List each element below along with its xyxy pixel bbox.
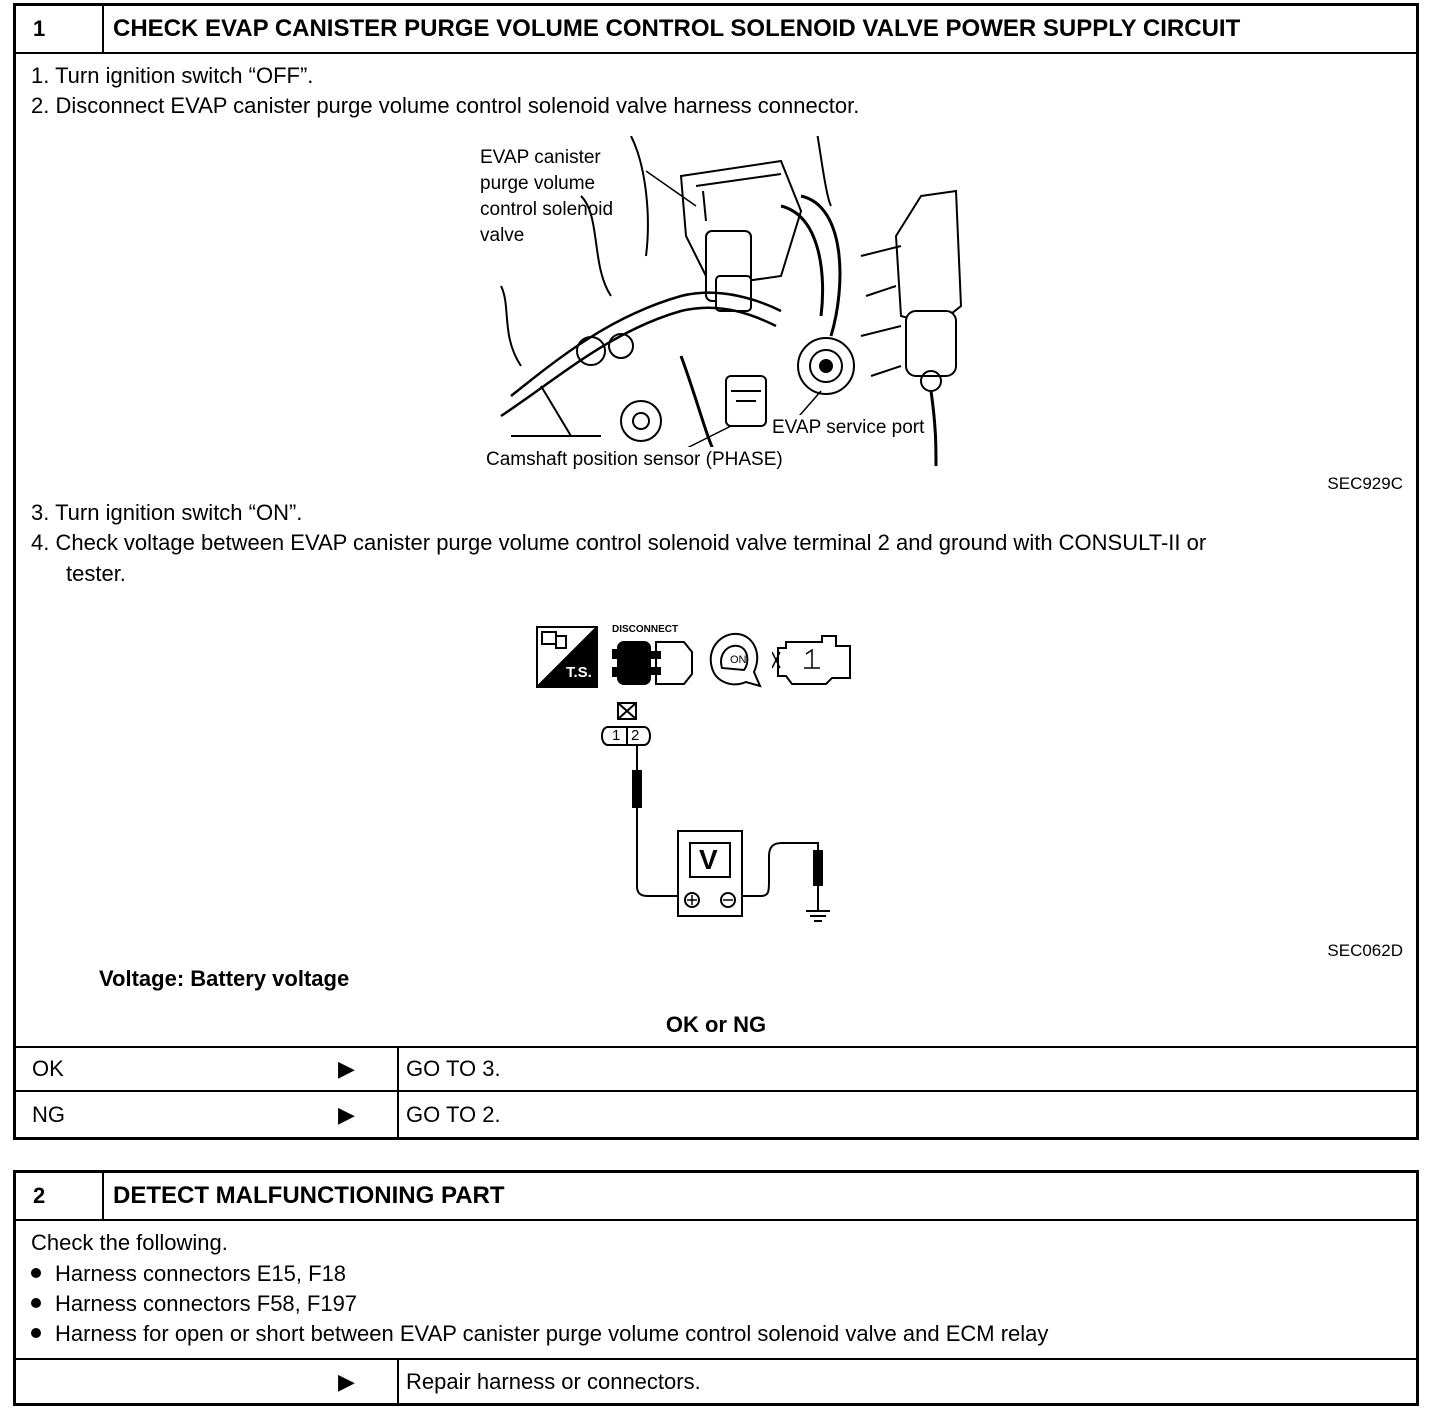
result-row-repair — [16, 1358, 1416, 1403]
ignition-on-icon — [704, 628, 766, 690]
result-row-ng — [16, 1090, 1416, 1137]
result-label: OK — [32, 1056, 64, 1081]
step-1-header — [16, 6, 1416, 54]
check-item-text: Harness connectors F58, F197 — [55, 1291, 358, 1316]
voltmeter-label: V — [699, 844, 718, 875]
voltage-spec: Voltage: Battery voltage — [99, 966, 350, 991]
disconnect-icon — [612, 624, 696, 690]
engine-icon — [772, 628, 854, 688]
disconnect-icon-label: DISCONNECT — [612, 624, 679, 635]
result-label: NG — [32, 1102, 65, 1127]
result-heading: OK or NG — [665, 1012, 767, 1037]
pin-1-label: 1 — [612, 727, 621, 744]
instruction-4: 4. Check voltage between EVAP canister purge volume control solenoid valve terminal 2 and ground with CONSULT-II or — [31, 530, 1207, 555]
result-action: Repair harness or connectors. — [406, 1369, 701, 1394]
ts-icon — [536, 626, 598, 688]
step-number: 2 — [16, 1173, 104, 1219]
instruction-2: 2. Disconnect EVAP canister purge volume control solenoid valve harness connector. — [31, 93, 860, 118]
arrow-right-icon: ▶ — [338, 1056, 355, 1081]
arrow-right-icon: ▶ — [338, 1369, 355, 1394]
label-camshaft-sensor: Camshaft position sensor (PHASE) — [484, 447, 785, 473]
result-action: GO TO 2. — [406, 1102, 501, 1127]
step-title: CHECK EVAP CANISTER PURGE VOLUME CONTROL SOLENOID VALVE POWER SUPPLY CIRCUIT — [113, 15, 1241, 42]
arrow-right-icon: ▶ — [338, 1102, 355, 1127]
step-2-box — [13, 1170, 1419, 1406]
check-item-1 — [31, 1259, 346, 1289]
label-valve-line-2: purge volume — [480, 173, 596, 194]
check-item-text: Harness connectors E15, F18 — [55, 1261, 347, 1286]
check-intro: Check the following. — [31, 1230, 228, 1255]
label-valve-line-4: valve — [480, 225, 525, 246]
ts-icon-label: T.S. — [566, 664, 592, 681]
result-row-ok — [16, 1046, 1416, 1090]
step-number: 1 — [16, 6, 104, 52]
voltage-check-wiring — [586, 701, 856, 931]
instruction-3: 3. Turn ignition switch “ON”. — [31, 500, 303, 525]
result-action: GO TO 3. — [406, 1056, 501, 1081]
figure-code-2: SEC062D — [1327, 941, 1403, 960]
label-valve-line-3: control solenoid — [480, 199, 614, 220]
ignition-on-label: ON — [730, 654, 747, 666]
step-2-header — [16, 1173, 1416, 1221]
step-1-box — [13, 3, 1419, 1140]
bullet-icon — [31, 1268, 41, 1278]
check-item-text: Harness for open or short between EVAP canister purge volume control solenoid valve and ECM relay — [55, 1321, 1049, 1346]
check-item-3 — [31, 1319, 1048, 1349]
pin-2-label: 2 — [631, 727, 640, 744]
check-item-2 — [31, 1289, 357, 1319]
figure-code-1: SEC929C — [1327, 474, 1403, 493]
instruction-4-continued: tester. — [66, 561, 126, 586]
step-title: DETECT MALFUNCTIONING PART — [113, 1182, 505, 1209]
label-valve-line-1: EVAP canister — [480, 147, 601, 168]
bullet-icon — [31, 1328, 41, 1338]
instruction-1: 1. Turn ignition switch “OFF”. — [31, 63, 314, 88]
label-evap-service-port: EVAP service port — [770, 415, 926, 441]
bullet-icon — [31, 1298, 41, 1308]
